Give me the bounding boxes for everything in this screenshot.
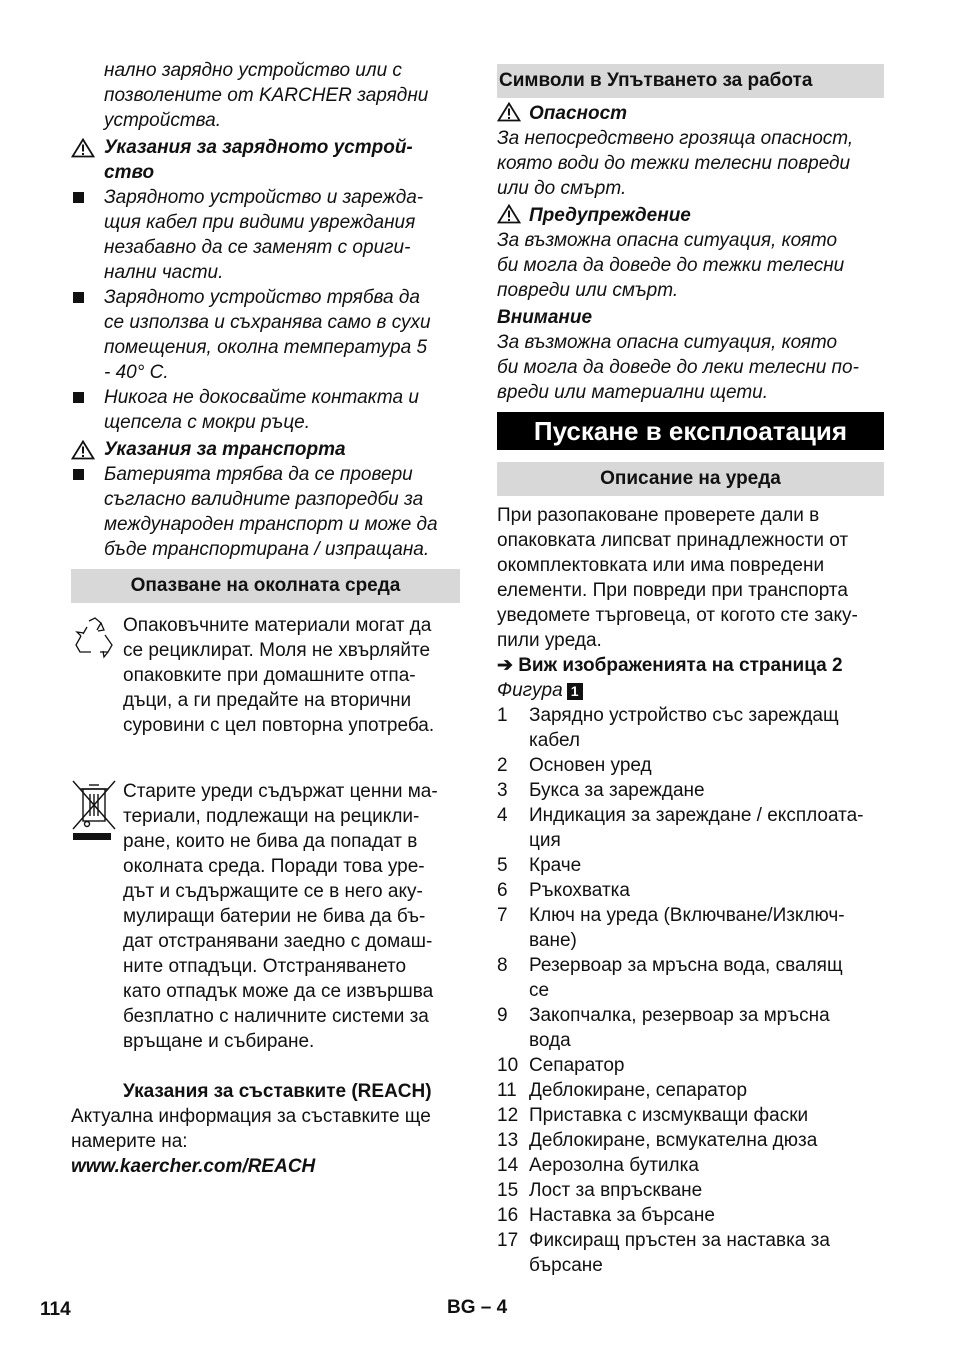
text-line: бъде транспортирана / изпращана. [104, 539, 430, 560]
recycling-block [71, 613, 460, 738]
list-item-number: 13 [497, 1130, 519, 1151]
reach-block [71, 1079, 460, 1179]
list-item [497, 1003, 884, 1053]
symbol-caution [497, 305, 884, 405]
list-item-text: Основен уред [529, 755, 652, 776]
list-item-text: Индикация за зареждане / експлоата- [529, 805, 864, 826]
list-item-text: Деблокиране, всмукателна дюза [529, 1130, 818, 1151]
text-line: Батерията трябва да се провери [104, 464, 413, 485]
list-item-text: Фиксиращ пръстен за наставка за [529, 1230, 830, 1251]
list-item-text: Букса за зареждане [529, 780, 705, 801]
list-item-number: 2 [497, 755, 508, 776]
text-line: нално зарядно устройство или с [104, 60, 402, 81]
reach-heading: Указания за съставките (REACH) [123, 1081, 432, 1102]
text-line: опаковката липсват принадлежности от [497, 530, 849, 551]
list-item [497, 1128, 884, 1153]
warning-triangle-icon [71, 440, 95, 460]
text-line: дъци, а ги предайте на вторични [123, 690, 412, 711]
reach-url: www.kaercher.com/REACH [71, 1156, 316, 1177]
text-line: която води до тежки телесни повреди [497, 153, 851, 174]
list-item [71, 185, 460, 285]
text-line: щепсела с мокри ръце. [104, 412, 311, 433]
square-bullet-icon [73, 292, 84, 303]
text-line: елементи. При повреди при транспорта [497, 580, 848, 601]
text-line: незабавно да се заменят с ориги- [104, 237, 411, 258]
text-line: позволените от KARCHER зарядни [104, 85, 429, 106]
list-item-number: 1 [497, 705, 508, 726]
charger-notes-heading [71, 135, 460, 185]
section-heading-symbols: Символи в Упътването за работа [497, 64, 884, 98]
list-item-text: се [529, 980, 550, 1001]
text-line: се използва и съхранява само в сухи [104, 312, 431, 333]
list-item [497, 853, 884, 878]
list-item [497, 1228, 884, 1278]
text-line: безплатно с наличните системи за [123, 1006, 429, 1027]
text-line: намерите на: [71, 1131, 188, 1152]
list-item [497, 1103, 884, 1128]
list-item-text: Ключ на уреда (Включване/Изключ- [529, 905, 845, 926]
text-line: При разопаковане проверете дали в [497, 505, 820, 526]
figure-text: Фигура [497, 680, 563, 701]
list-item-text: ция [529, 830, 561, 851]
text-line: съгласно валидните разпоредби за [104, 489, 424, 510]
text-line: уведомете търговеца, от когото сте заку- [497, 605, 858, 626]
text-line: Актуална информация за съставките ще [71, 1106, 431, 1127]
text-line: международен транспорт и може да [104, 514, 438, 535]
warning-triangle-icon [497, 204, 521, 224]
text-line: Никога не докосвайте контакта и [104, 387, 419, 408]
see-figures-text: Виж изображенията на страница 2 [518, 655, 843, 676]
text-line: териали, подлежащи на рецикли- [123, 806, 420, 827]
text-line: или до смърт. [497, 178, 627, 199]
text-line: - 40° C. [104, 362, 169, 383]
list-item [497, 703, 884, 753]
list-item-text: Лост за впръскване [529, 1180, 703, 1201]
text-line: връщане и събиране. [123, 1031, 315, 1052]
transport-notes-heading [71, 437, 460, 462]
right-column [497, 64, 884, 1278]
text-line: опаковките при домашните отпа- [123, 665, 416, 686]
list-item-number: 14 [497, 1155, 519, 1176]
caution-label: Внимание [497, 307, 593, 328]
warning-triangle-icon [497, 102, 521, 122]
warning-label: Предупреждение [529, 205, 691, 226]
list-item-text: Ръкохватка [529, 880, 630, 901]
text-line: ните отпадъци. Отстраняването [123, 956, 407, 977]
list-item-text: Сепаратор [529, 1055, 625, 1076]
list-item-text: ване) [529, 930, 577, 951]
text-line: Старите уреди съдържат ценни ма- [123, 781, 438, 802]
text-line: За непосредствено грозяща опасност, [497, 128, 854, 149]
left-column [71, 58, 460, 1179]
list-item-text: бърсане [529, 1255, 603, 1276]
list-item [497, 1053, 884, 1078]
list-item-number: 7 [497, 905, 508, 926]
chapter-heading: Пускане в експлоатация [497, 412, 884, 450]
text-line: повреди или смърт. [497, 280, 679, 301]
list-item-number: 11 [497, 1080, 517, 1101]
list-item-text: Резервоар за мръсна вода, свалящ [529, 955, 843, 976]
heading-line: ство [104, 162, 155, 183]
list-item [497, 903, 884, 953]
language-page-marker: BG – 4 [447, 1297, 508, 1318]
list-item-text: Деблокиране, сепаратор [529, 1080, 748, 1101]
list-item-number: 8 [497, 955, 508, 976]
list-item-text: Наставка за бърсане [529, 1205, 715, 1226]
recycle-icon [71, 615, 119, 661]
square-bullet-icon [73, 392, 84, 403]
heading-line: Указания за зарядното устрой- [104, 137, 413, 158]
square-bullet-icon [73, 469, 84, 480]
list-item-number: 9 [497, 1005, 508, 1026]
text-line: пили уреда. [497, 630, 602, 651]
crossed-out-wheelie-bin-icon [71, 779, 119, 841]
text-line: суровини с цел повторна употреба. [123, 715, 435, 736]
list-item-text: Аерозолна бутилка [529, 1155, 699, 1176]
text-line: За възможна опасна ситуация, която [497, 332, 838, 353]
text-line: За възможна опасна ситуация, която [497, 230, 838, 251]
arrow-right-icon: ➔ [497, 655, 513, 676]
text-line: като отпадък може да се извършва [123, 981, 434, 1002]
text-line: Опаковъчните материали могат да [123, 615, 432, 636]
danger-label: Опасност [529, 103, 628, 124]
list-item [497, 778, 884, 803]
section-heading-environment: Опазване на околната среда [71, 569, 460, 603]
list-item-number: 12 [497, 1105, 519, 1126]
list-item [497, 803, 884, 853]
list-item-number: 16 [497, 1205, 519, 1226]
text-line: устройства. [104, 110, 221, 131]
list-item [71, 385, 460, 435]
text-line: дът и съдържащите се в него аку- [123, 881, 423, 902]
list-item [497, 1203, 884, 1228]
see-figures-note [497, 653, 884, 678]
page-number: 114 [40, 1299, 71, 1320]
text-line: би могла да доведе до тежки телесни [497, 255, 845, 276]
device-intro [497, 503, 884, 653]
text-line: ране, които не бива да попадат в [123, 831, 418, 852]
text-line: се рециклират. Моля не хвърляйте [123, 640, 431, 661]
list-item-text: Зарядно устройство със зареждащ [529, 705, 839, 726]
list-item [497, 1178, 884, 1203]
text-line: Зарядното устройство и зарежда- [104, 187, 424, 208]
symbol-danger [497, 101, 884, 201]
component-list [497, 703, 884, 1278]
list-item [497, 878, 884, 903]
text-line: мулиращи батерии не бива да бъ- [123, 906, 426, 927]
text-line: окомплектовката или има повредени [497, 555, 825, 576]
text-line: нални части. [104, 262, 224, 283]
list-item-number: 4 [497, 805, 508, 826]
list-item-number: 5 [497, 855, 508, 876]
list-item-text: Приставка с изсмукващи фаски [529, 1105, 809, 1126]
list-item-text: Краче [529, 855, 582, 876]
section-heading-device: Описание на уреда [497, 462, 884, 496]
list-item-text: кабел [529, 730, 580, 751]
text-line: околната среда. Поради това уре- [123, 856, 425, 877]
text-line: щия кабел при видими увреждания [104, 212, 416, 233]
list-item-text: Закопчалка, резервоар за мръсна [529, 1005, 830, 1026]
text-line: помещения, околна температура 5 [104, 337, 428, 358]
list-item-number: 15 [497, 1180, 519, 1201]
symbol-warning [497, 203, 884, 303]
list-item-number: 6 [497, 880, 508, 901]
text-line: дат отстранявани заедно с домаш- [123, 931, 433, 952]
list-item [497, 1153, 884, 1178]
figure-number-badge: 1 [567, 683, 583, 700]
list-item-number: 3 [497, 780, 508, 801]
list-item [497, 953, 884, 1003]
text-line: Зарядното устройство трябва да [104, 287, 420, 308]
text-line: би могла да доведе до леки телесни по- [497, 357, 859, 378]
square-bullet-icon [73, 192, 84, 203]
text-line: вреди или материални щети. [497, 382, 769, 403]
list-item [71, 285, 460, 385]
list-item-text: вода [529, 1030, 571, 1051]
heading-line: Указания за транспорта [104, 439, 346, 460]
list-item-number: 10 [497, 1055, 519, 1076]
list-item [497, 1078, 884, 1103]
list-item [497, 753, 884, 778]
warning-triangle-icon [71, 138, 95, 158]
continued-text [71, 58, 460, 133]
figure-label [497, 678, 884, 703]
list-item [71, 462, 460, 562]
list-item-number: 17 [497, 1230, 519, 1251]
weee-block [71, 779, 460, 1054]
